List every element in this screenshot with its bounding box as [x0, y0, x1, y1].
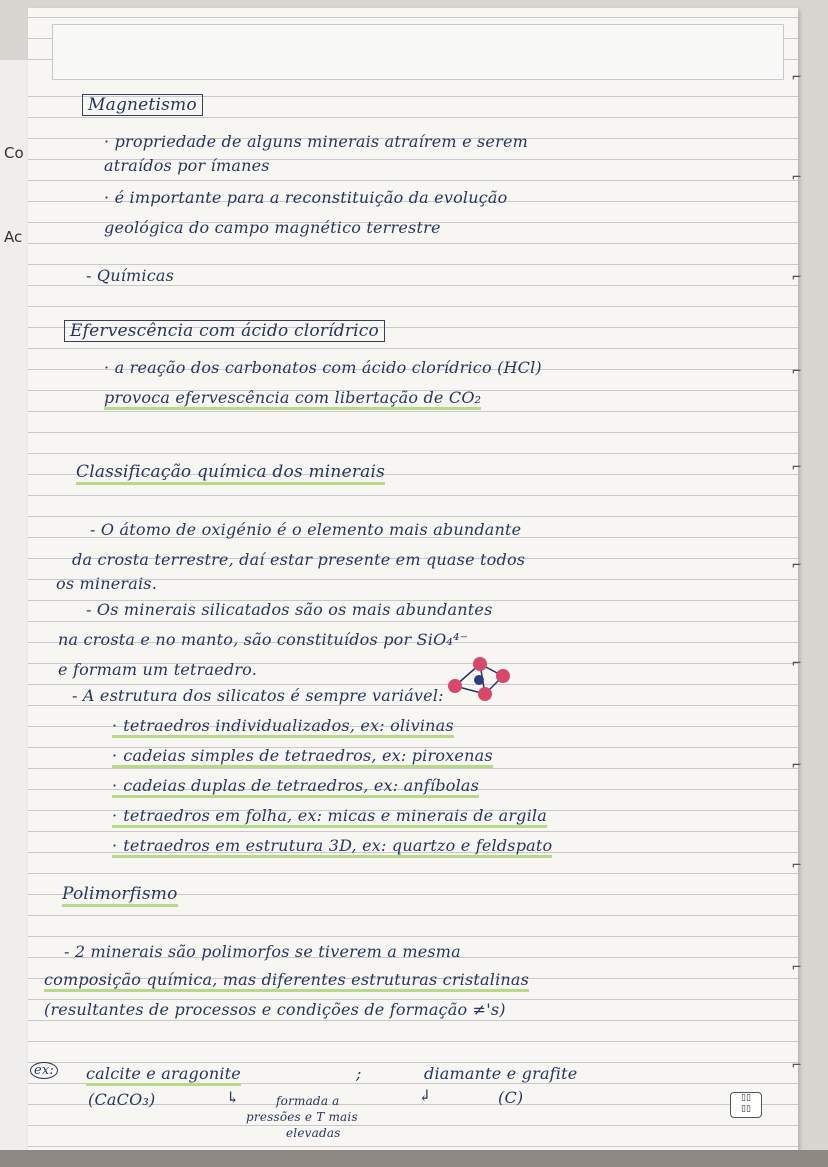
formula-a: (CaCO₃)	[88, 1090, 156, 1109]
formula-b: (C)	[498, 1088, 524, 1107]
list-item: · tetraedros em folha, ex: micas e minerais de argila	[112, 806, 547, 828]
binder-ring-icon: ⌐	[792, 1056, 802, 1074]
note-small: pressões e T mais	[246, 1110, 358, 1124]
heading-efervescencia: Efervescência com ácido clorídrico	[64, 320, 385, 342]
note-line: geológica do campo magnético terrestre	[104, 218, 441, 237]
heading-classificacao: Classificação química dos minerais	[76, 462, 385, 485]
binder-ring-icon: ⌐	[792, 458, 802, 476]
note-line: · é importante para a reconstituição da evolução	[104, 188, 508, 207]
tetrahedron-molecule-icon	[445, 650, 515, 710]
heading-magnetismo: Magnetismo	[82, 94, 203, 116]
note-line: na crosta e no manto, são constituídos por SiO₄⁴⁻	[58, 630, 469, 649]
note-line: - 2 minerais são polimorfos se tiverem a mesma	[64, 942, 461, 961]
binder-ring-icon: ⌐	[792, 362, 802, 380]
note-line: - O átomo de oxigénio é o elemento mais abundante	[90, 520, 522, 539]
note-line: atraídos por ímanes	[104, 156, 270, 175]
note-line: (resultantes de processos e condições de formação ≠'s)	[44, 1000, 506, 1019]
arrow-b-icon: ↲	[418, 1086, 432, 1105]
binder-ring-icon: ⌐	[792, 168, 802, 186]
note-line: da crosta terrestre, daí estar presente em quase todos	[72, 550, 526, 569]
page-header-box	[52, 24, 784, 80]
margin-fragment: Ac	[4, 228, 23, 246]
list-item: · tetraedros em estrutura 3D, ex: quartzo e feldspato	[112, 836, 552, 858]
binder-ring-icon: ⌐	[792, 756, 802, 774]
note-line: - Os minerais silicatados são os mais abundantes	[86, 600, 493, 619]
surface-shadow	[0, 1150, 828, 1167]
note-line: provoca efervescência com libertação de CO₂	[104, 388, 481, 410]
note-line: · a reação dos carbonatos com ácido clorídrico (HCl)	[104, 358, 542, 377]
binder-ring-icon: ⌐	[792, 958, 802, 976]
binder-ring-icon: ⌐	[792, 68, 802, 86]
arrow-a-icon: ↳	[226, 1088, 240, 1107]
list-item: · tetraedros individualizados, ex: olivinas	[112, 716, 454, 738]
binder-ring-icon: ⌐	[792, 268, 802, 286]
example-label: ex:	[30, 1062, 58, 1079]
list-item: · cadeias duplas de tetraedros, ex: anfíbolas	[112, 776, 479, 798]
binder-ring-icon: ⌐	[792, 856, 802, 874]
note-small: formada a	[276, 1094, 340, 1108]
list-item: · cadeias simples de tetraedros, ex: piroxenas	[112, 746, 493, 768]
note-line: composição química, mas diferentes estruturas cristalinas	[44, 970, 529, 992]
binder-ring-icon: ⌐	[792, 654, 802, 672]
notebook-brand-logo: ▯▯ ▯▯	[730, 1092, 762, 1118]
note-line: - A estrutura dos silicatos é sempre variável:	[72, 686, 444, 705]
note-line: e formam um tetraedro.	[58, 660, 258, 679]
note-line: · propriedade de alguns minerais atraírem e serem	[104, 132, 528, 151]
example-pair-a: calcite e aragonite	[86, 1064, 241, 1086]
binder-ring-icon: ⌐	[792, 556, 802, 574]
note-line: os minerais.	[56, 574, 157, 593]
heading-polimorfismo: Polimorfismo	[62, 884, 178, 907]
example-separator: ;	[356, 1064, 362, 1083]
binder-holes	[786, 0, 828, 1167]
note-small: elevadas	[286, 1126, 341, 1140]
margin-fragment: Co	[4, 144, 24, 162]
example-pair-b: diamante e grafite	[424, 1064, 578, 1083]
subheading-quimicas: - Químicas	[86, 266, 175, 285]
